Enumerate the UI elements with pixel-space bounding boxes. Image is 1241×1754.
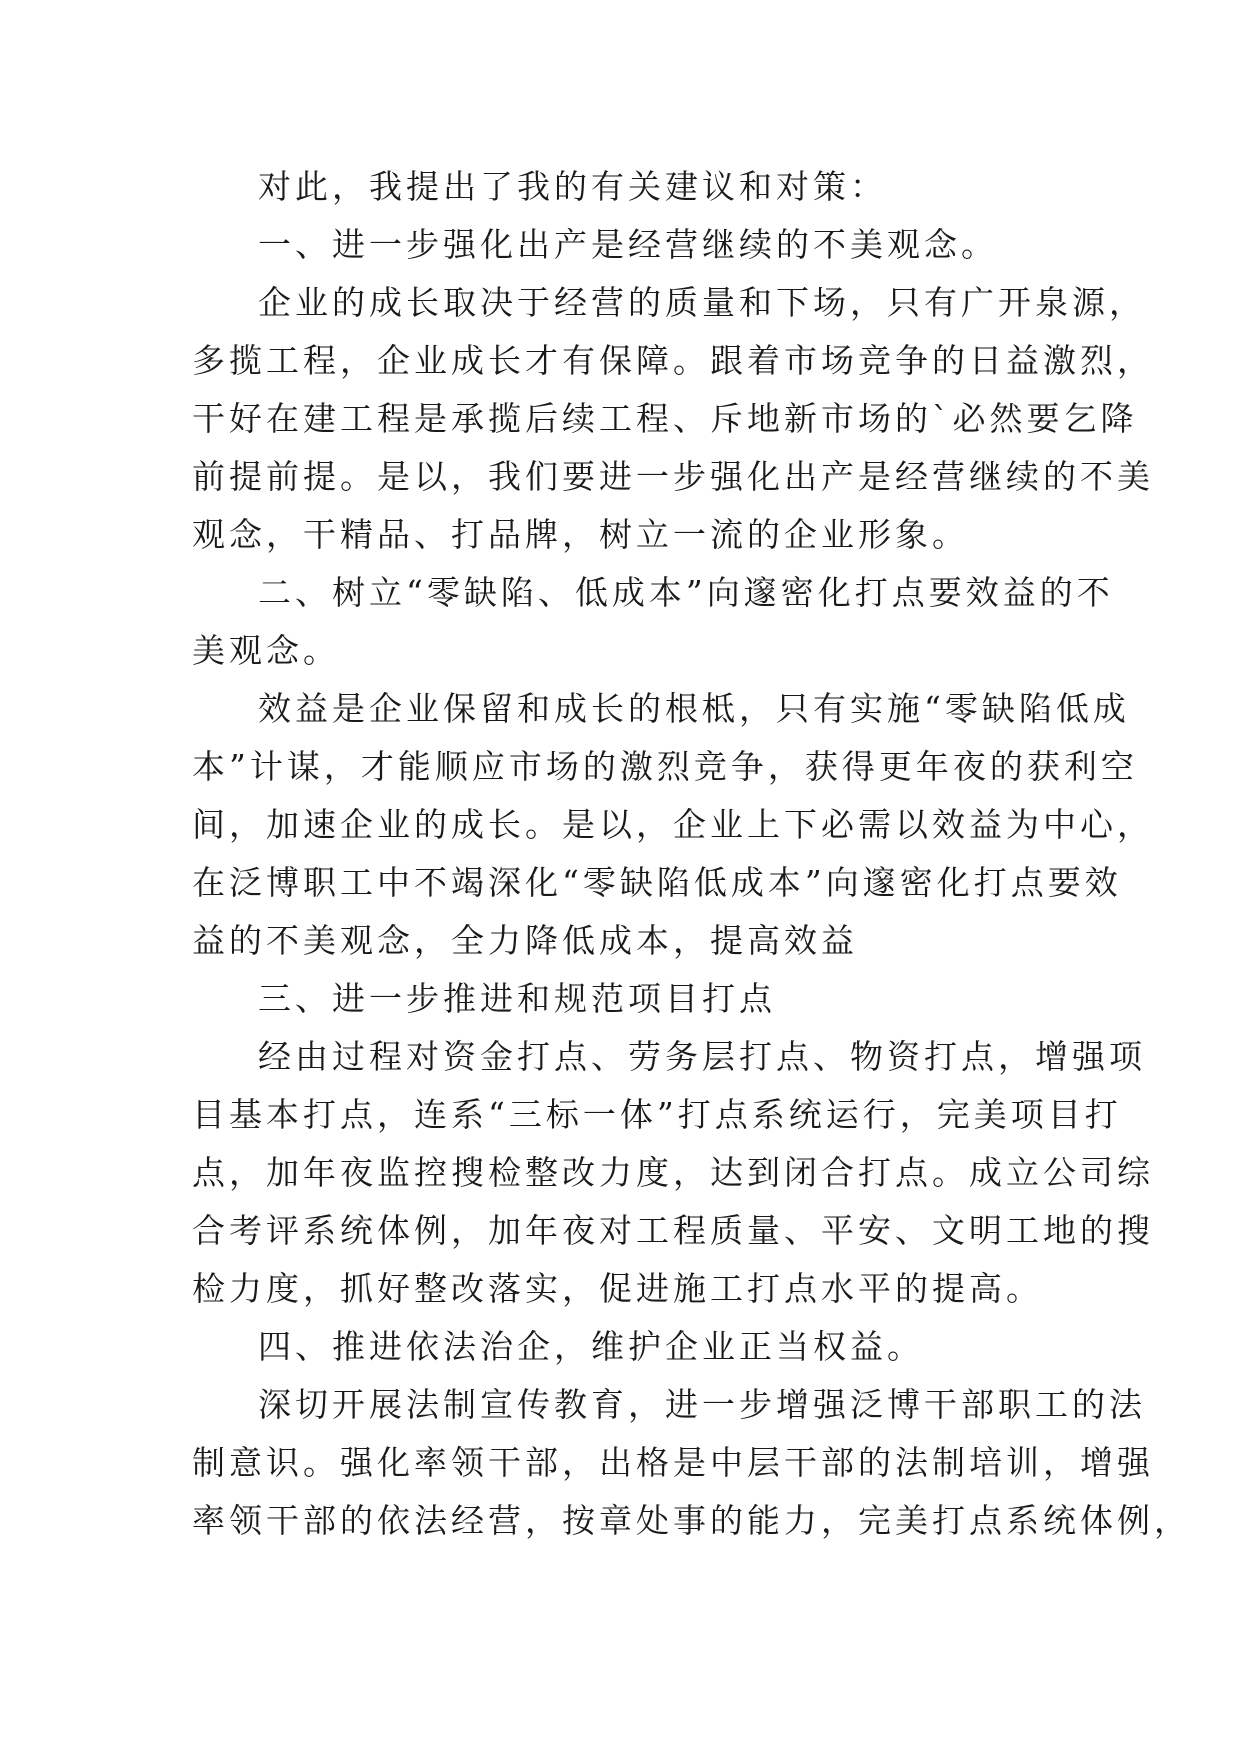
text-line: 合考评系统体例，加年夜对工程质量、平安、文明工地的搜 — [192, 1211, 1154, 1250]
text-line: 前提前提。是以，我们要进一步强化出产是经营继续的不美 — [192, 457, 1154, 496]
text-line: 制意识。强化率领干部，出格是中层干部的法制培训，增强 — [192, 1443, 1154, 1482]
text-line: 率领干部的依法经营，按章处事的能力，完美打点系统体例， — [192, 1501, 1191, 1540]
text-line: 检力度，抓好整改落实，促进施工打点水平的提高。 — [192, 1269, 1043, 1308]
text-line: 在泛博职工中不竭深化“零缺陷低成本”向邃密化打点要效 — [192, 863, 1122, 902]
text-line: 间，加速企业的成长。是以，企业上下必需以效益为中心， — [192, 805, 1154, 844]
section-heading-4: 四、推进依法治企，维护企业正当权益。 — [258, 1327, 924, 1366]
text-line: 多揽工程，企业成长才有保障。跟着市场竞争的日益激烈， — [192, 341, 1154, 380]
text-line: 本”计谋，才能顺应市场的激烈竞争，获得更年夜的获利空 — [192, 747, 1138, 786]
text-line: 点，加年夜监控搜检整改力度，达到闭合打点。成立公司综 — [192, 1153, 1154, 1192]
text-line: 益的不美观念，全力降低成本，提高效益 — [192, 921, 858, 960]
section-heading-2: 二、树立“零缺陷、低成本”向邃密化打点要效益的不 — [258, 573, 1114, 612]
text-line: 深切开展法制宣传教育，进一步增强泛博干部职工的法 — [258, 1385, 1146, 1424]
text-line: 企业的成长取决于经营的质量和下场，只有广开泉源， — [258, 283, 1146, 322]
text-line: 美观念。 — [192, 631, 340, 670]
text-line: 观念，干精品、打品牌，树立一流的企业形象。 — [192, 515, 969, 554]
section-heading-1: 一、进一步强化出产是经营继续的不美观念。 — [258, 225, 998, 264]
text-line: 效益是企业保留和成长的根柢，只有实施“零缺陷低成 — [258, 689, 1130, 728]
text-line: 对此，我提出了我的有关建议和对策： — [258, 167, 887, 206]
text-line: 干好在建工程是承揽后续工程、斥地新市场的`必然要乞降 — [192, 399, 1138, 438]
text-line: 经由过程对资金打点、劳务层打点、物资打点，增强项 — [258, 1037, 1146, 1076]
section-heading-3: 三、进一步推进和规范项目打点 — [258, 979, 776, 1018]
text-line: 目基本打点，连系“三标一体”打点系统运行，完美项目打 — [192, 1095, 1122, 1134]
